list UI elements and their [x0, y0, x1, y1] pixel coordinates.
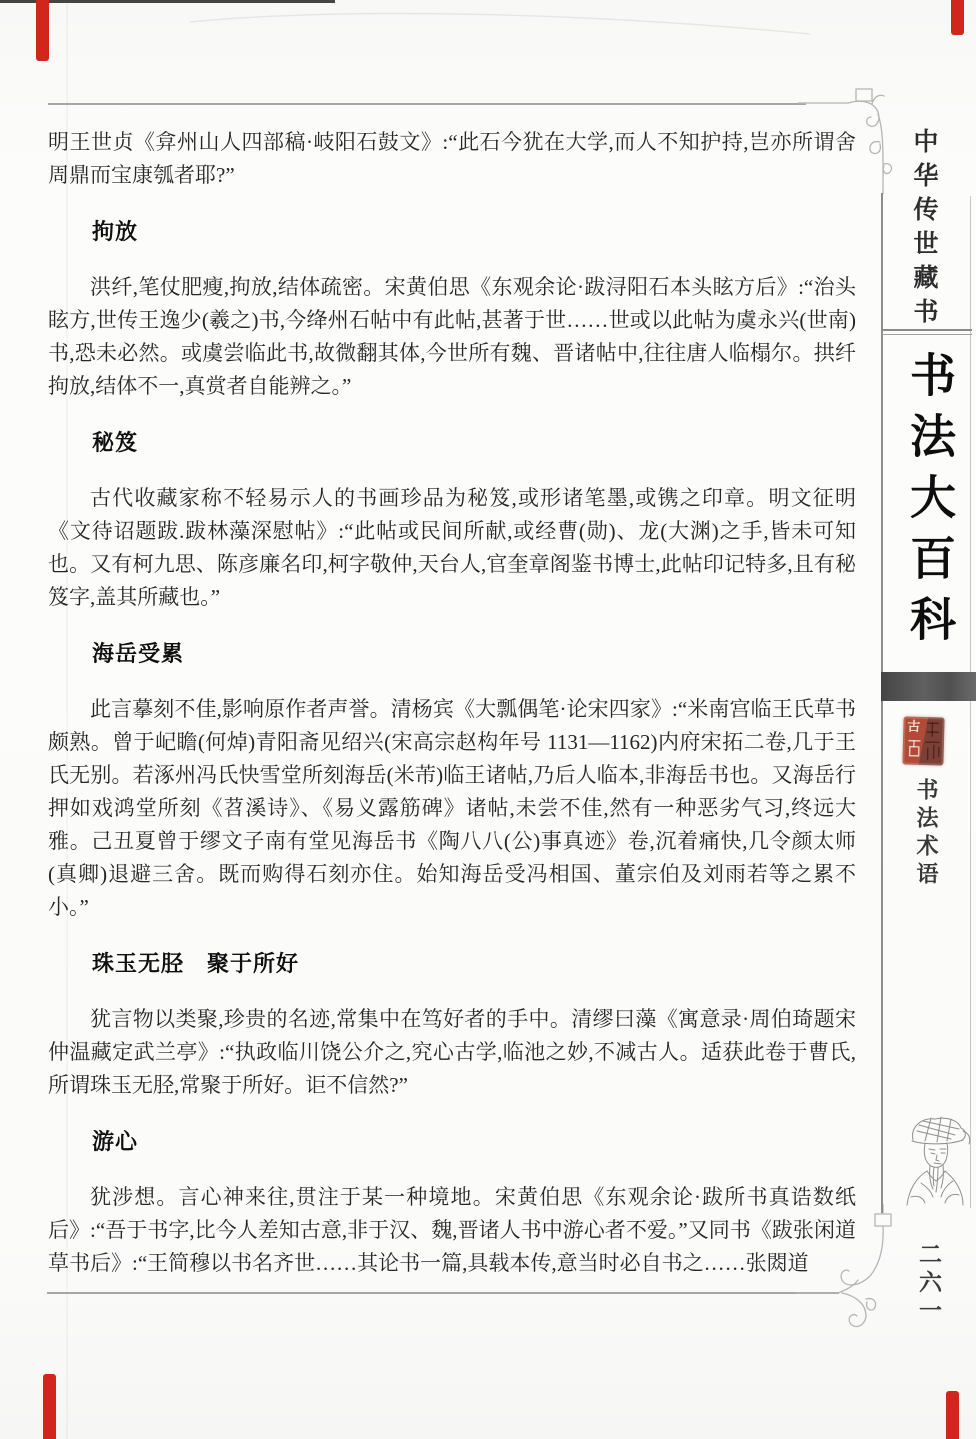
book-title: 书法大百科: [904, 351, 955, 656]
red-edge-mark-top-right: [951, 0, 964, 35]
calligrapher-portrait: [897, 1113, 973, 1207]
section-paragraph: 犹涉想。言心神来往,贯注于某一种境地。宋黄伯思《东观余论·跋所书真诰数纸后》:“吾于书字,比今人差知古意,非于汉、魏,晋诸人书中游心者不爱。”又同书《跋张闲道草书后》:“王简穆以书名齐世……其论书一篇,具载本传,意当时必自书之……张閦道: [48, 1185, 856, 1275]
category-title: 书法术语: [914, 778, 939, 890]
section-heading: 游心: [92, 1129, 139, 1154]
section-paragraph: 古代收藏家称不轻易示人的书画珍品为秘笈,或形诸笔墨,或镌之印章。明文征明《文待诏题跋.跋林藻深慰帖》:“此帖或民间所献,或经曹(勋)、龙(大渊)之手,皆未可知也。又有柯九思、陈彦廉名印,柯字敬仲,天台人,官奎章阁鉴书博士,此帖印记特多,且有秘笈字,盖其所藏也。”: [48, 486, 856, 609]
sidebar-border-left: [881, 193, 883, 1213]
red-edge-mark-bottom-right: [946, 1391, 959, 1439]
sidebar-divider: [881, 329, 972, 335]
scan-edge-artifact: [0, 0, 335, 3]
scanner-streak-artifact: [180, 4, 820, 44]
series-title: 中华传世藏书: [910, 128, 937, 332]
sidebar-border-right: [970, 196, 971, 1208]
frame-rule-bottom: [47, 1292, 839, 1294]
section-paragraph: 洪纤,笔仗肥瘦,拘放,结体疏密。宋黄伯思《东观余论·跋浔阳石本头眩方后》:“治头眩方,世传王逸少(羲之)书,今绛州石帖中有此帖,甚著于世……世或以此帖为虞永兴(世南)书,恐未必然。或虞尝临此书,故微翻其体,今世所有魏、晋诸帖中,往往唐人临榻尔。拱纤拘放,结体不一,真赏者自能辨之。”: [48, 275, 856, 398]
intro-paragraph: 明王世贞《弇州山人四部稿·岐阳石鼓文》:“此石今犹在大学,而人不知护持,岂亦所谓舍周鼎而宝康瓠者耶?”: [48, 130, 856, 187]
red-edge-mark-bottom-left: [43, 1374, 56, 1439]
seal-character: 古: [907, 718, 921, 734]
section-heading: 珠玉无胫 聚于所好: [92, 951, 300, 976]
section-heading: 秘笈: [92, 430, 139, 455]
section-heading: 拘放: [92, 219, 139, 244]
section-heading: 海岳受累: [92, 641, 185, 666]
sidebar-dark-band: [881, 672, 976, 701]
section-paragraph: 此言摹刻不佳,影响原作者声誉。清杨宾《大瓢偶笔·论宋四家》:“米南宫临王氏草书颇熟。曾于屺瞻(何焯)青阳斋见绍兴(宋高宗赵构年号 1131—1162)内府宋拓二卷,几于王氏无别。若涿州冯氏快雪堂所刻海岳(米芾)临王诸帖,乃后人临本,非海岳书也。又海岳行押如戏鸿堂所刻《苕溪诗》、《易义露筋碑》诸帖,未尝不佳,然有一种恶劣气习,终远大雅。己丑夏曾于缪文子南有堂见海岳书《陶八八(公)事真迹》卷,沉着痛快,几令颜太师(真卿)退避三舍。既而购得石刻亦住。始知海岳受冯相国、董宗伯及刘雨若等之累不小。”: [48, 697, 856, 919]
red-edge-mark-top-left: [36, 0, 49, 61]
main-text-column: [48, 126, 856, 1280]
red-seal: [902, 716, 944, 765]
frame-rule-top: [48, 103, 806, 105]
section-paragraph: 犹言物以类聚,珍贵的名迹,常集中在笃好者的手中。清缪曰藻《寓意录·周伯琦题宋仲温藏定武兰亭》:“执政临川饶公介之,究心古学,临池之妙,不减古人。适获此卷于曹氏,所谓珠玉无胫,常聚于所好。讵不信然?”: [48, 1007, 856, 1097]
page-number: 二六一: [916, 1242, 941, 1326]
